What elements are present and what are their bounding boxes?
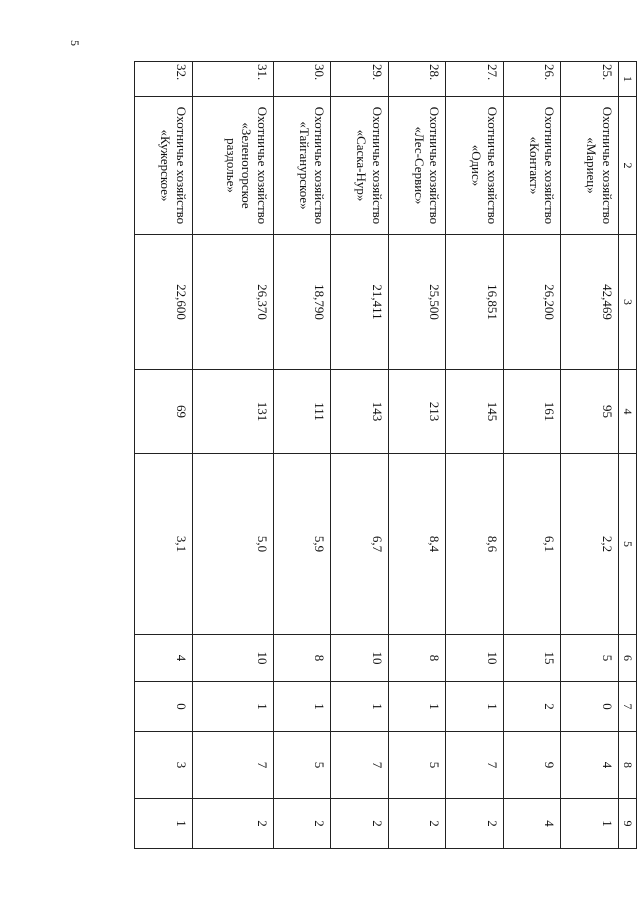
- column-header: 4: [619, 370, 637, 454]
- value-cell: 213: [388, 370, 446, 454]
- column-header: 9: [619, 799, 637, 849]
- value-cell: 16,851: [446, 235, 504, 370]
- column-header: 6: [619, 635, 637, 682]
- value-cell: 2: [503, 682, 561, 732]
- page-number: 5: [68, 40, 82, 46]
- column-header: 2: [619, 97, 637, 235]
- row-number-cell: 30.: [273, 62, 331, 97]
- value-cell: 1: [561, 799, 619, 849]
- value-cell: 7: [331, 732, 389, 799]
- value-cell: 21,411: [331, 235, 389, 370]
- value-cell: 2: [331, 799, 389, 849]
- value-cell: 5: [561, 635, 619, 682]
- value-cell: 1: [192, 682, 273, 732]
- column-header: 8: [619, 732, 637, 799]
- value-cell: 26,370: [192, 235, 273, 370]
- column-header: 7: [619, 682, 637, 732]
- value-cell: 5,0: [192, 454, 273, 635]
- value-cell: 10: [446, 635, 504, 682]
- value-cell: 161: [503, 370, 561, 454]
- farm-name-cell: Охотничье хозяйство «Лес-Сервис»: [388, 97, 446, 235]
- hunting-farms-table: [134, 61, 637, 849]
- rotated-table-container: [134, 61, 637, 848]
- value-cell: 69: [135, 370, 193, 454]
- value-cell: 1: [273, 682, 331, 732]
- farm-name-cell: Охотничье хозяйство «Зеленогорское раздолье»: [192, 97, 273, 235]
- row-number-cell: 26.: [503, 62, 561, 97]
- column-header: 3: [619, 235, 637, 370]
- value-cell: 143: [331, 370, 389, 454]
- value-cell: 5: [388, 732, 446, 799]
- table-row: [503, 62, 561, 849]
- farm-name-cell: Охотничье хозяйство «Тайганурское»: [273, 97, 331, 235]
- value-cell: 1: [331, 682, 389, 732]
- row-number-cell: 25.: [561, 62, 619, 97]
- value-cell: 145: [446, 370, 504, 454]
- value-cell: 4: [503, 799, 561, 849]
- row-number-cell: 28.: [388, 62, 446, 97]
- value-cell: 7: [192, 732, 273, 799]
- value-cell: 2,2: [561, 454, 619, 635]
- farm-name-cell: Охотничье хозяйство «Одис»: [446, 97, 504, 235]
- column-header: 5: [619, 454, 637, 635]
- column-header: 1: [619, 62, 637, 97]
- value-cell: 111: [273, 370, 331, 454]
- value-cell: 0: [561, 682, 619, 732]
- value-cell: 6,7: [331, 454, 389, 635]
- value-cell: 131: [192, 370, 273, 454]
- value-cell: 95: [561, 370, 619, 454]
- table-row: [273, 62, 331, 849]
- table-row: [446, 62, 504, 849]
- table-row: [331, 62, 389, 849]
- value-cell: 1: [388, 682, 446, 732]
- row-number-cell: 31.: [192, 62, 273, 97]
- farm-name-cell: Охотничье хозяйство «Мариец»: [561, 97, 619, 235]
- farm-name-cell: Охотничье хозяйство «Саска-Нур»: [331, 97, 389, 235]
- value-cell: 10: [192, 635, 273, 682]
- value-cell: 8,6: [446, 454, 504, 635]
- row-number-cell: 29.: [331, 62, 389, 97]
- value-cell: 0: [135, 682, 193, 732]
- value-cell: 8: [273, 635, 331, 682]
- value-cell: 6,1: [503, 454, 561, 635]
- table-row: [192, 62, 273, 849]
- value-cell: 2: [192, 799, 273, 849]
- value-cell: 2: [273, 799, 331, 849]
- value-cell: 10: [331, 635, 389, 682]
- value-cell: 4: [561, 732, 619, 799]
- value-cell: 2: [446, 799, 504, 849]
- value-cell: 3,1: [135, 454, 193, 635]
- farm-name-cell: Охотничье хозяйство «Контакт»: [503, 97, 561, 235]
- row-number-cell: 32.: [135, 62, 193, 97]
- farm-name-cell: Охотничье хозяйство «Кужерское»: [135, 97, 193, 235]
- value-cell: 25,500: [388, 235, 446, 370]
- value-cell: 22,600: [135, 235, 193, 370]
- value-cell: 2: [388, 799, 446, 849]
- value-cell: 7: [446, 732, 504, 799]
- table-row: [388, 62, 446, 849]
- value-cell: 1: [135, 799, 193, 849]
- value-cell: 4: [135, 635, 193, 682]
- value-cell: 8: [388, 635, 446, 682]
- value-cell: 15: [503, 635, 561, 682]
- table-row: [135, 62, 193, 849]
- value-cell: 26,200: [503, 235, 561, 370]
- value-cell: 9: [503, 732, 561, 799]
- table-header-row: [619, 62, 637, 849]
- value-cell: 8,4: [388, 454, 446, 635]
- value-cell: 5: [273, 732, 331, 799]
- row-number-cell: 27.: [446, 62, 504, 97]
- value-cell: 1: [446, 682, 504, 732]
- value-cell: 18,790: [273, 235, 331, 370]
- table-row: [561, 62, 619, 849]
- value-cell: 5,9: [273, 454, 331, 635]
- value-cell: 3: [135, 732, 193, 799]
- value-cell: 42,469: [561, 235, 619, 370]
